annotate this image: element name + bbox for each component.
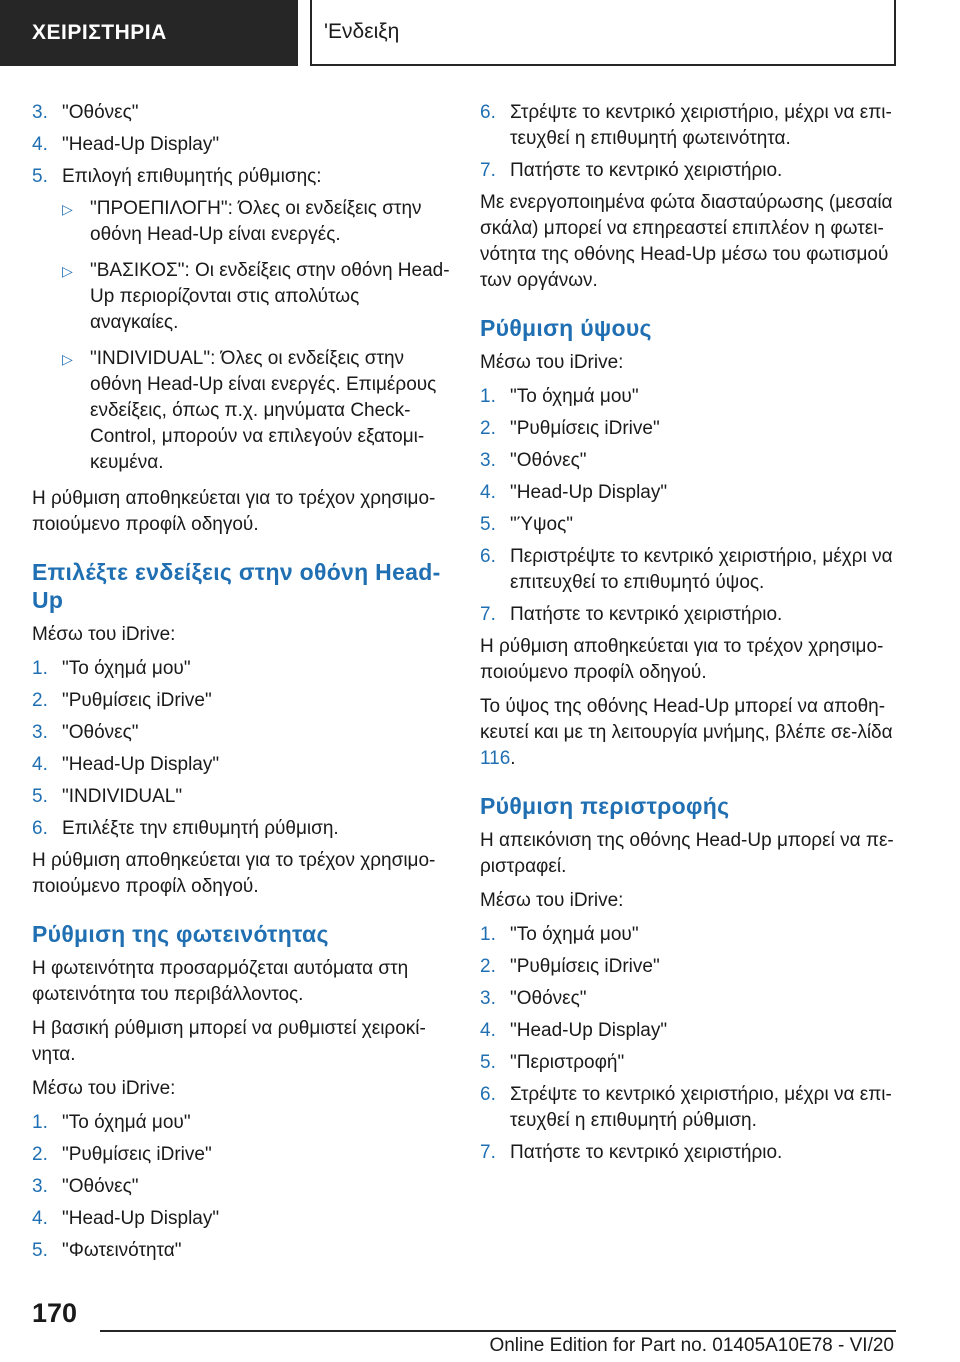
sub-list-item: ▷ "ΠΡΟΕΠΙΛΟΓΗ": Όλες οι ενδείξεις στην οθόνη Head-Up είναι ενεργές. bbox=[62, 198, 422, 245]
list-item: 2. "Ρυθμίσεις iDrive" bbox=[480, 418, 660, 439]
left-column bbox=[32, 100, 452, 1270]
heading-height: Ρύθμιση ύψους bbox=[480, 315, 652, 341]
list-item: 1. "Το όχημά μου" bbox=[32, 658, 191, 679]
right-column bbox=[480, 100, 900, 1172]
paragraph: Μέσω του iDrive: bbox=[32, 624, 176, 645]
heading-brightness: Ρύθμιση της φωτεινότητας bbox=[32, 921, 329, 947]
list-item: 7. Πατήστε το κεντρικό χειριστήριο. bbox=[480, 1142, 783, 1163]
list-item: 4. "Head-Up Display" bbox=[480, 1020, 668, 1041]
sub-list-item: ▷ "ΒΑΣΙΚΟΣ": Οι ενδείξεις στην οθόνη Head-Up περιορίζονται στις απολύτως αναγκαίες. bbox=[62, 260, 450, 333]
list-item: 4. "Head-Up Display" bbox=[480, 482, 668, 503]
heading-select-indicators: Επιλέξτε ενδείξεις στην οθόνη Head-Up bbox=[32, 559, 441, 613]
list-item: 5. "Περιστροφή" bbox=[480, 1052, 625, 1073]
paragraph: Η ρύθμιση αποθηκεύεται για το τρέχον χρησιμο-ποιούμενο προφίλ οδηγού. bbox=[480, 636, 884, 683]
paragraph: Η ρύθμιση αποθηκεύεται για το τρέχον χρησιμο-ποιούμενο προφίλ οδηγού. bbox=[32, 850, 436, 897]
triangle-right-icon: ▷ bbox=[62, 351, 73, 367]
list-item: 2. "Ρυθμίσεις iDrive" bbox=[32, 690, 212, 711]
list-item: 3. "Οθόνες" bbox=[32, 102, 139, 123]
paragraph: Μέσω του iDrive: bbox=[32, 1078, 176, 1099]
page-number: 170 bbox=[32, 1298, 78, 1328]
list-item: 5. Επιλογή επιθυμητής ρύθμισης: bbox=[32, 166, 322, 187]
list-item: 6. Στρέψτε το κεντρικό χειριστήριο, μέχρι να επι-τευχθεί η επιθυμητή φωτεινότητα. bbox=[480, 102, 892, 149]
list-item: 5. "INDIVIDUAL" bbox=[32, 786, 183, 807]
list-item: 1. "Το όχημά μου" bbox=[480, 386, 639, 407]
chapter-title: 'Ενδειξη bbox=[310, 0, 896, 66]
paragraph: Με ενεργοποιημένα φώτα διασταύρωσης (μεσαία σκάλα) μπορεί να επηρεαστεί επιπλέον η φωτει-νότητα της οθόνης Head-Up μέσω του φωτισμού των οργάνων. bbox=[480, 192, 893, 291]
triangle-right-icon: ▷ bbox=[62, 201, 73, 217]
heading-rotation: Ρύθμιση περιστροφής bbox=[480, 793, 730, 819]
list-item: 4. "Head-Up Display" bbox=[32, 754, 220, 775]
paragraph: Η απεικόνιση της οθόνης Head-Up μπορεί να πε-ριστραφεί. bbox=[480, 830, 894, 877]
paragraph: Η ρύθμιση αποθηκεύεται για το τρέχον χρησιμο-ποιούμενο προφίλ οδηγού. bbox=[32, 488, 436, 535]
footer-edition: Online Edition for Part no. 01405A10E78 - VI/20 bbox=[489, 1335, 894, 1356]
section-title: ΧΕΙΡΙΣΤΗΡΙΑ bbox=[0, 0, 298, 66]
paragraph: Μέσω του iDrive: bbox=[480, 352, 624, 373]
list-item: 5. "Φωτεινότητα" bbox=[32, 1240, 182, 1261]
list-item: 3. "Οθόνες" bbox=[32, 722, 139, 743]
triangle-right-icon: ▷ bbox=[62, 263, 73, 279]
paragraph: Η βασική ρύθμιση μπορεί να ρυθμιστεί χειροκί-νητα. bbox=[32, 1018, 426, 1065]
list-item: 7. Πατήστε το κεντρικό χειριστήριο. bbox=[480, 160, 783, 181]
list-item: 2. "Ρυθμίσεις iDrive" bbox=[32, 1144, 212, 1165]
list-item: 3. "Οθόνες" bbox=[480, 450, 587, 471]
paragraph: Μέσω του iDrive: bbox=[480, 890, 624, 911]
list-item: 3. "Οθόνες" bbox=[32, 1176, 139, 1197]
page-header bbox=[0, 0, 960, 66]
paragraph: Η φωτεινότητα προσαρμόζεται αυτόματα στη φωτεινότητα του περιβάλλοντος. bbox=[32, 958, 409, 1005]
list-item: 7. Πατήστε το κεντρικό χειριστήριο. bbox=[480, 604, 783, 625]
list-item: 6. Στρέψτε το κεντρικό χειριστήριο, μέχρι να επι-τευχθεί η επιθυμητή ρύθμιση. bbox=[480, 1084, 892, 1131]
list-item: 1. "Το όχημά μου" bbox=[32, 1112, 191, 1133]
footer-divider bbox=[100, 1330, 896, 1332]
sub-list-item: ▷ "INDIVIDUAL": Όλες οι ενδείξεις στην οθόνη Head-Up είναι ενεργές. Επιμέρους ενδείξεις, όπως π.χ. μηνύματα Check-Control, μπορούν να επιλεγούν εξατομι-κευμένα. bbox=[62, 348, 437, 473]
list-item: 4. "Head-Up Display" bbox=[32, 1208, 220, 1229]
paragraph: Το ύψος της οθόνης Head-Up μπορεί να αποθη-κευτεί και με τη λειτουργία μνήμης, βλέπε σε-λίδα 116. bbox=[480, 696, 893, 769]
list-item: 6. Επιλέξτε την επιθυμητή ρύθμιση. bbox=[32, 818, 339, 839]
list-item: 2. "Ρυθμίσεις iDrive" bbox=[480, 956, 660, 977]
list-item: 1. "Το όχημά μου" bbox=[480, 924, 639, 945]
list-item: 3. "Οθόνες" bbox=[480, 988, 587, 1009]
page-link[interactable]: 116 bbox=[480, 748, 511, 769]
list-item: 6. Περιστρέψτε το κεντρικό χειριστήριο, μέχρι να επιτευχθεί το επιθυμητό ύψος. bbox=[480, 546, 893, 593]
list-item: 4. "Head-Up Display" bbox=[32, 134, 220, 155]
list-item: 5. "Ύψος" bbox=[480, 514, 574, 535]
